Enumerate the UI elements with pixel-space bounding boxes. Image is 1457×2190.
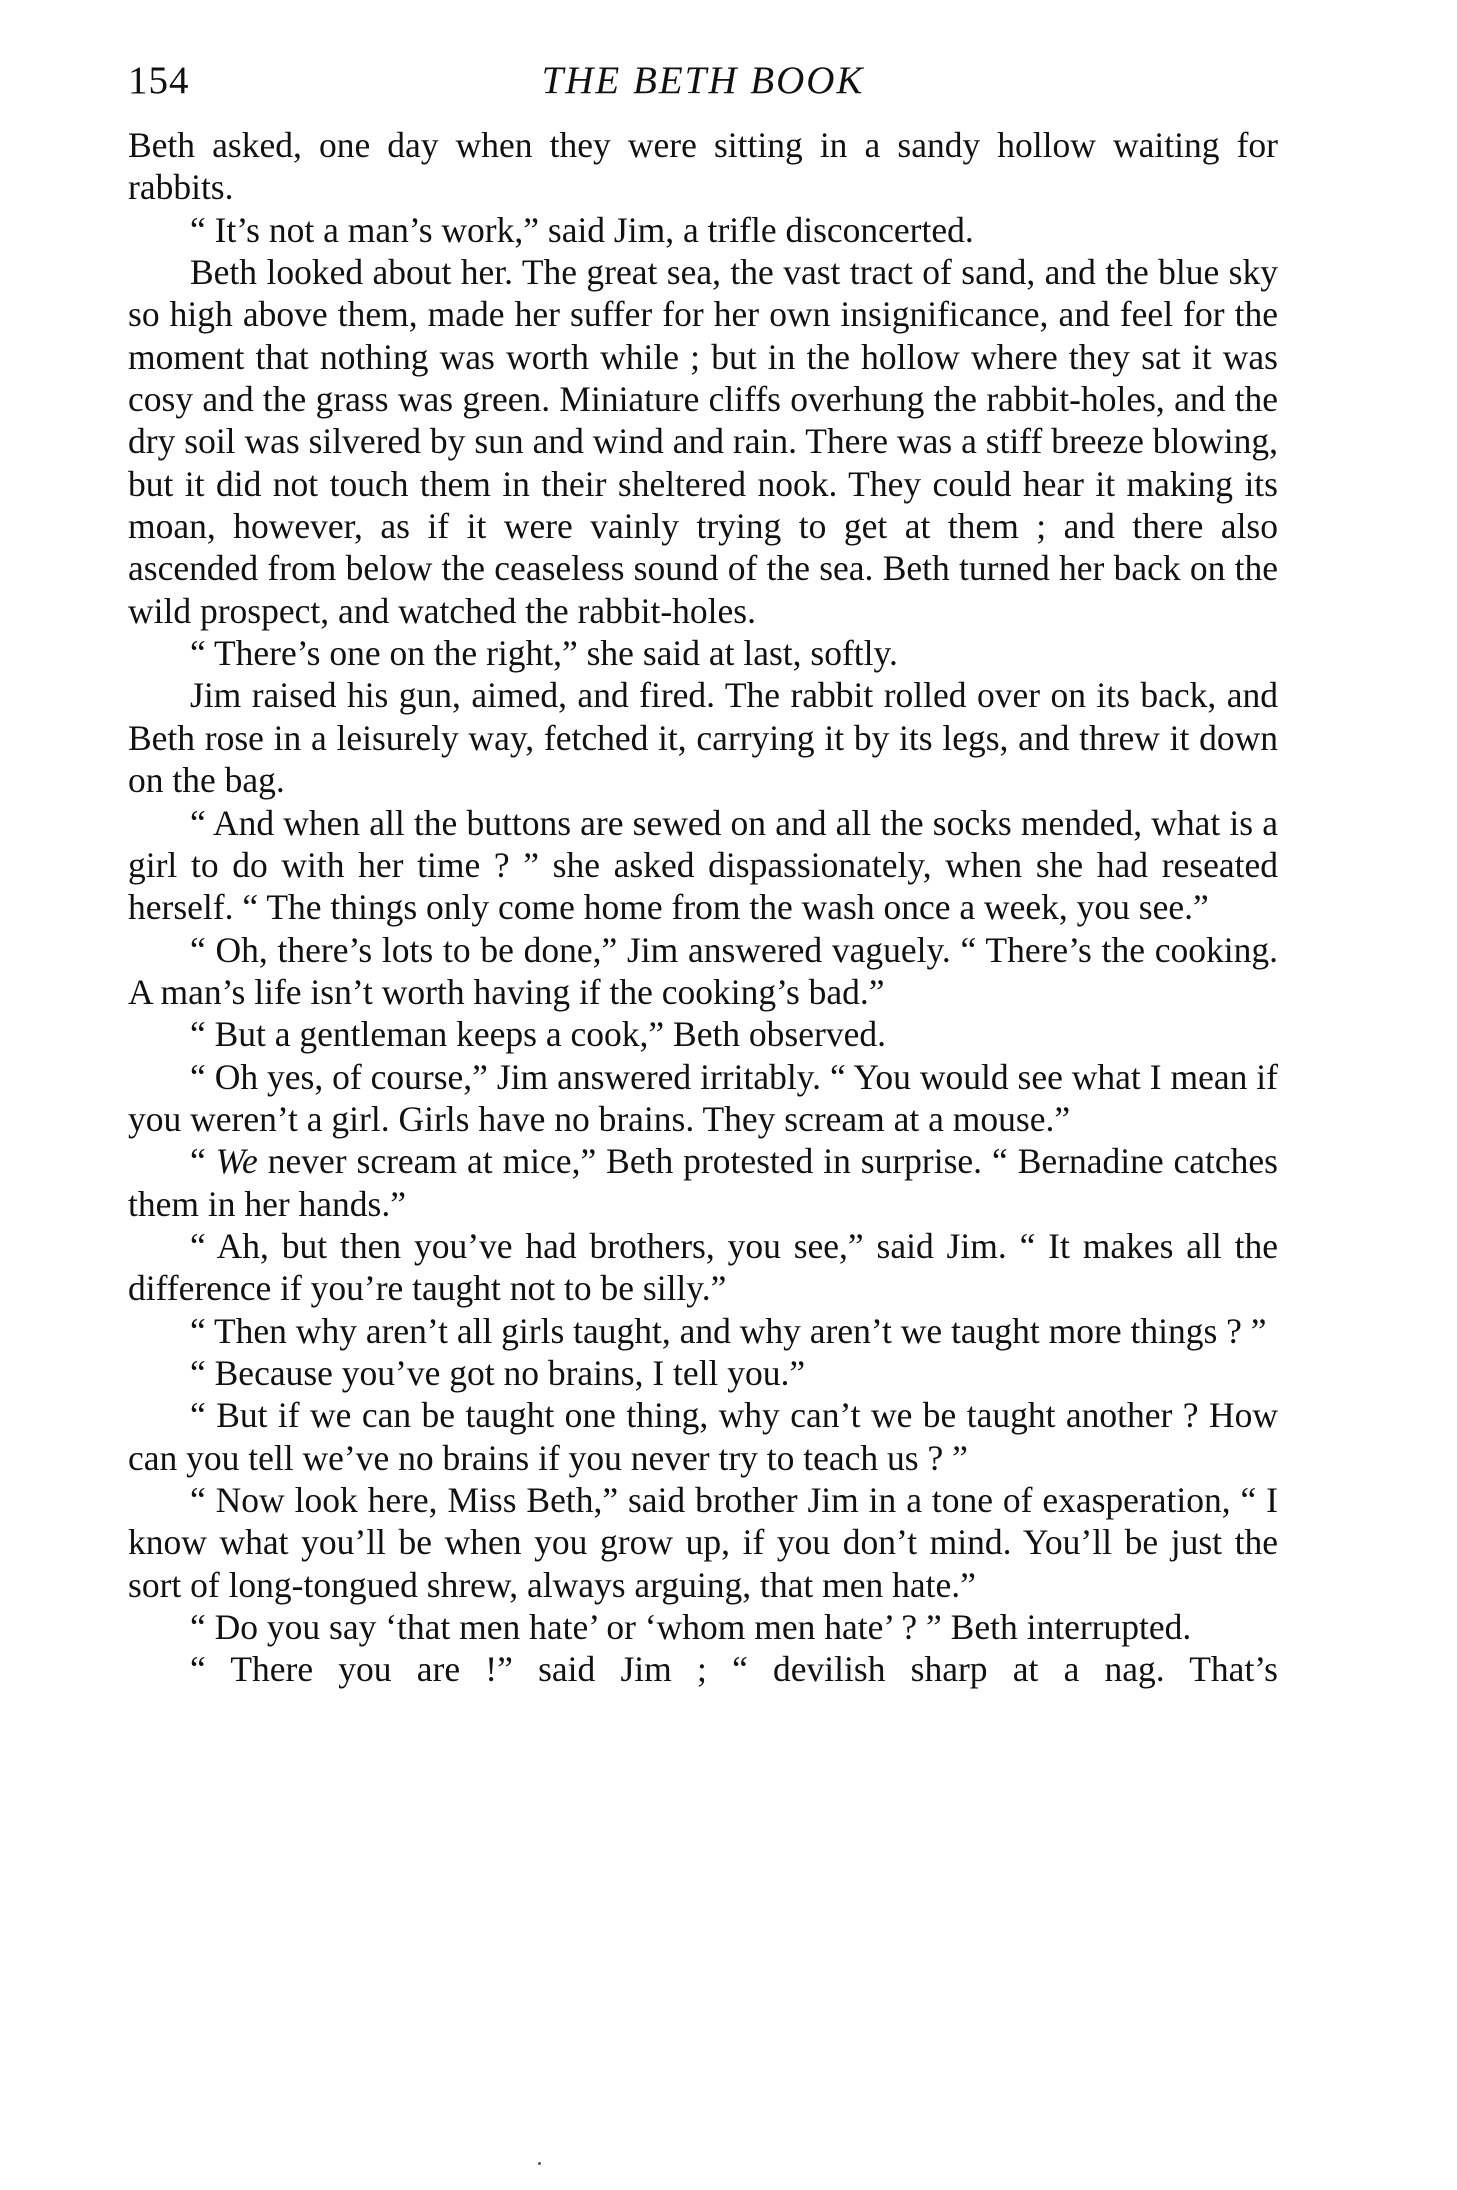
emphasis: We — [215, 1141, 258, 1182]
paragraph: “ Now look here, Miss Beth,” said brother Jim in a tone of exasperation, “ I know what you’ll be when you grow up, if you don’t mind. You’ll be just the sort of long-tongued shrew, always arguing, that men hate.” — [128, 1480, 1278, 1605]
paragraph: “ Because you’ve got no brains, I tell you.” — [190, 1352, 806, 1393]
paragraph: “ There you are !” said Jim ; “ devilish sharp at a nag. That’s — [190, 1649, 1278, 1690]
paragraph: “ But if we can be taught one thing, why can’t we be taught another ? How can you tell we’ve no brains if you never try to teach us ? ” — [128, 1395, 1278, 1478]
paragraph: “ Ah, but then you’ve had brothers, you see,” said Jim. “ It makes all the difference if you’re taught not to be silly.” — [128, 1225, 1278, 1309]
paragraph: “ Oh, there’s lots to be done,” Jim answered vaguely. “ There’s the cooking. A man’s life isn’t worth having if the cooking’s bad.” — [128, 929, 1278, 1012]
paragraph: “ There’s one on the right,” she said at last, softly. — [190, 633, 898, 674]
paragraph: Jim raised his gun, aimed, and fired. The rabbit rolled over on its back, and Beth rose in a leisurely way, fetched it, carrying it by its legs, and threw it down on the bag. — [128, 675, 1278, 801]
body-text — [128, 124, 1278, 1691]
paragraph: Beth looked about her. The great sea, the vast tract of sand, and the blue sky so high above them, made her suffer for her own insignificance, and feel for the moment that nothing was worth while ; but in the hollow where they sat it was cosy and the grass was green. Miniature cliffs overhung the rabbit-holes, and the dry soil was silvered by sun and wind and rain. There was a stiff breeze blowing, but it did not touch them in their sheltered nook. They could hear it making its moan, however, as if it were vainly trying to get at them ; and there also ascended from below the ceaseless sound of the sea. Beth turned her back on the wild prospect, and watched the rabbit-holes. — [128, 252, 1278, 631]
paragraph: “ We never scream at mice,” Beth protested in surprise. “ Bernadine catches them in her hands.” — [128, 1141, 1278, 1224]
paragraph: “ Do you say ‘that men hate’ or ‘whom men hate’ ? ” Beth interrupted. — [190, 1607, 1192, 1648]
paragraph: “ It’s not a man’s work,” said Jim, a trifle disconcerted. — [190, 209, 974, 250]
paragraph: “ Oh yes, of course,” Jim answered irritably. “ You would see what I mean if you weren’t a girl. Girls have no brains. They scream at a mouse.” — [128, 1056, 1278, 1139]
paper-speck — [538, 2162, 541, 2165]
paragraph: “ And when all the buttons are sewed on and all the socks mended, what is a girl to do with her time ? ” she asked dispassionately, when she had reseated herself. “ The things only come home from the wash once a week, you see.” — [128, 802, 1278, 928]
running-title: THE BETH BOOK — [541, 59, 865, 102]
paragraph: “ But a gentleman keeps a cook,” Beth observed. — [190, 1014, 886, 1055]
paragraph: Beth asked, one day when they were sitting in a sandy hollow waiting for rabbits. — [128, 125, 1278, 208]
paragraph: “ Then why aren’t all girls taught, and why aren’t we taught more things ? ” — [190, 1310, 1267, 1351]
page-number: 154 — [128, 59, 190, 102]
page-header — [128, 56, 1278, 106]
